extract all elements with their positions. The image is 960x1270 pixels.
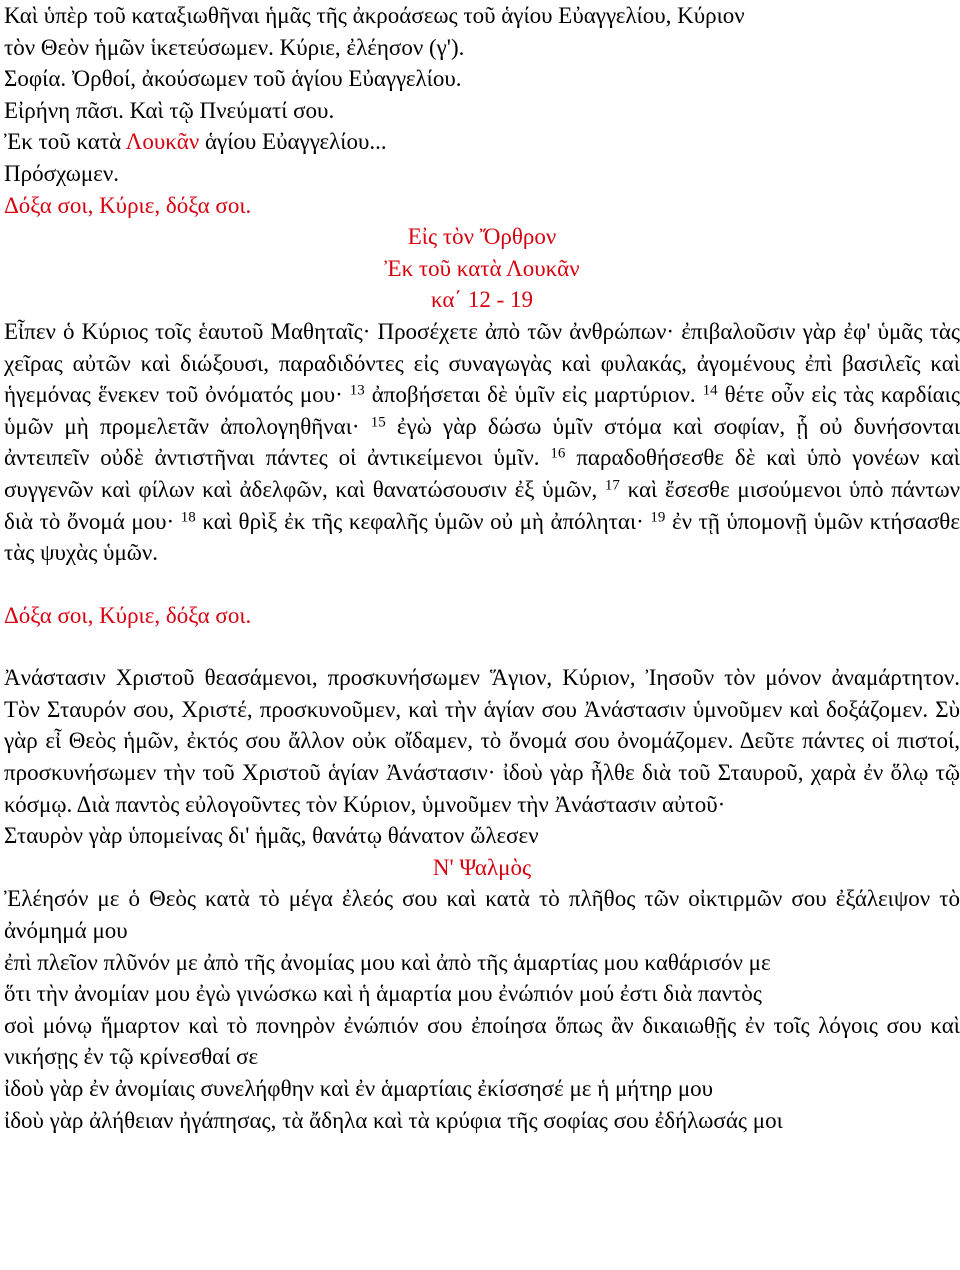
gospel-segment: καὶ ἔσεσθε μισούμενοι ὑπὸ πάντων διὰ τὸ ὄνομά μου· xyxy=(4,476,960,534)
heading-reference: κα΄ 12 - 19 xyxy=(430,287,533,313)
resurrection-hymn-last-line: Σταυρὸν γὰρ ὑπομείνας δι' ἡμᾶς, θανάτῳ θάνατον ὤλεσεν xyxy=(4,823,539,849)
verse-number: 17 xyxy=(604,477,620,494)
gospel-text xyxy=(4,316,960,569)
verse-number: 16 xyxy=(550,445,566,462)
intro-line: τὸν Θεὸν ἡμῶν ἱκετεύσωμεν. Κύριε, ἐλέησον (γ'). xyxy=(4,34,465,60)
reading-announcement-prefix: Ἐκ τοῦ κατὰ xyxy=(4,129,126,155)
evangelist-name: Λουκᾶν xyxy=(125,129,200,155)
heading-subtitle: Ἐκ τοῦ κατὰ Λουκᾶν xyxy=(384,255,580,281)
gospel-segment: Εἶπεν ὁ Κύριος τοῖς ἑαυτοῦ Μαθηταῖς· Προσέχετε ἀπὸ τῶν ἀνθρώπων· ἐπιβαλοῦσιν γὰρ ἐφ' ὑμᾶς τὰς χεῖρας αὐτῶν καὶ διώξουσι, παραδιδόντες εἰς συναγωγὰς καὶ φυλακάς, ἀγομένους ἐπὶ βασιλεῖς καὶ ἡγεμόνας ἕνεκεν τοῦ ὀνόματός μου· xyxy=(4,318,960,408)
gospel-segment: ἀποβήσεται δὲ ὑμῖν εἰς μαρτύριον. xyxy=(364,382,703,408)
proschomen-line: Πρόσχωμεν. xyxy=(4,160,119,186)
resurrection-hymn: Ἀνάστασιν Χριστοῦ θεασάμενοι, προσκυνήσωμεν Ἅγιον, Κύριον, Ἰησοῦν τὸν μόνον ἀναμάρτητον. Τὸν Σταυρόν σου, Χριστέ, προσκυνοῦμεν, καὶ τὴν ἁγίαν σου Ἀνάστασιν ὑμνοῦμεν καὶ δοξάζομεν. Σὺ γὰρ εἶ Θεὸς ἡμῶν, ἐκτός σου ἄλλον οὐκ οἴδαμεν, τὸ ὄνομά σου ὀνομάζομεν. Δεῦτε πάντες οἱ πιστοί, προσκυνήσωμεν τὴν τοῦ Χριστοῦ ἁγίαν Ἀνάστασιν· ἰδοὺ γὰρ ἦλθε διὰ τοῦ Σταυροῦ, χαρὰ ἐν ὅλῳ τῷ κόσμῳ. Διὰ παντὸς εὐλογοῦντες τὸν Κύριον, ὑμνοῦμεν τὴν Ἀνάστασιν αὐτοῦ· xyxy=(4,665,960,817)
glory-response: Δόξα σοι, Κύριε, δόξα σοι. xyxy=(4,602,252,628)
glory-response: Δόξα σοι, Κύριε, δόξα σοι. xyxy=(4,192,252,218)
psalm-title: Ν' Ψαλμὸς xyxy=(432,854,532,880)
verse-number: 14 xyxy=(702,382,718,399)
gospel-segment: ἐν τῇ ὑπομονῇ ὑμῶν κτήσασθε τὰς ψυχὰς ὑμῶν. xyxy=(4,508,960,566)
psalm-verse: ἰδοὺ γὰρ ἐν ἀνομίαις συνελήφθην καὶ ἐν ἁμαρτίαις ἐκίσσησέ με ἡ μήτηρ μου xyxy=(4,1076,714,1101)
psalm-verse: ἐπὶ πλεῖον πλῦνόν με ἀπὸ τῆς ἀνομίας μου καὶ ἀπὸ τῆς ἁμαρτίας μου καθάρισόν με xyxy=(4,949,771,975)
verse-number: 19 xyxy=(650,509,666,525)
verse-number: 13 xyxy=(349,382,365,399)
heading-title: Εἰς τὸν Ὄρθρον xyxy=(407,224,557,250)
spacer xyxy=(4,631,960,662)
gospel-segment: θέτε οὖν εἰς τὰς καρδίαις ὑμῶν μὴ προμελετᾶν ἀπολογηθῆναι· xyxy=(4,382,960,439)
psalm-verse: ἰδοὺ γὰρ ἀλήθειαν ἠγάπησας, τὰ ἄδηλα καὶ τὰ κρύφια τῆς σοφίας σου ἐδήλωσάς μοι xyxy=(4,1107,783,1133)
reading-announcement-suffix: ἁγίου Εὐαγγελίου... xyxy=(199,129,387,155)
gospel-segment: καὶ θρὶξ ἐκ τῆς κεφαλῆς ὑμῶν οὐ μὴ ἀπόληται· xyxy=(195,508,651,534)
psalm-verse: ὅτι τὴν ἀνομίαν μου ἐγὼ γινώσκω καὶ ἡ ἁμαρτία μου ἐνώπιόν μού ἐστι διὰ παντὸς xyxy=(4,981,762,1007)
reading-announcement xyxy=(4,126,960,158)
psalm-verse: σοὶ μόνῳ ἥμαρτον καὶ τὸ πονηρὸν ἐνώπιόν σου ἐποίησα ὅπως ἂν δικαιωθῇς ἐν τοῖς λόγοις σου καὶ νικήσῃς ἐν τῷ κρίνεσθαί σε xyxy=(4,1012,960,1070)
spacer xyxy=(4,569,960,600)
intro-line: Σοφία. Ὀρθοί, ἀκούσωμεν τοῦ ἁγίου Εὐαγγελίου. xyxy=(4,66,462,92)
psalm-verse: Ἐλέησόν με ὁ Θεὸς κατὰ τὸ μέγα ἐλεός σου καὶ κατὰ τὸ πλῆθος τῶν οἰκτιρμῶν σου ἐξάλειψον τὸ ἀνόμημά μου xyxy=(4,886,960,944)
verse-number: 18 xyxy=(180,509,196,525)
intro-line: Εἰρήνη πᾶσι. Καὶ τῷ Πνεύματί σου. xyxy=(4,97,335,123)
gospel-segment: ἐγὼ γὰρ δώσω ὑμῖν στόμα καὶ σοφίαν, ᾗ οὐ δυνήσονται ἀντειπεῖν οὐδὲ ἀντιστῆναι πάντες οἱ ἀντικείμενοι ὑμῖν. xyxy=(4,413,960,471)
verse-number: 15 xyxy=(370,414,386,431)
gospel-segment: παραδοθήσεσθε δὲ καὶ ὑπὸ γονέων καὶ συγγενῶν καὶ φίλων καὶ ἀδελφῶν, καὶ θανατώσουσιν ἐξ ὑμῶν, xyxy=(4,445,960,502)
intro-line: Καὶ ὑπὲρ τοῦ καταξιωθῆναι ἡμᾶς τῆς ἀκροάσεως τοῦ ἁγίου Εὐαγγελίου, Κύριον xyxy=(4,3,745,28)
